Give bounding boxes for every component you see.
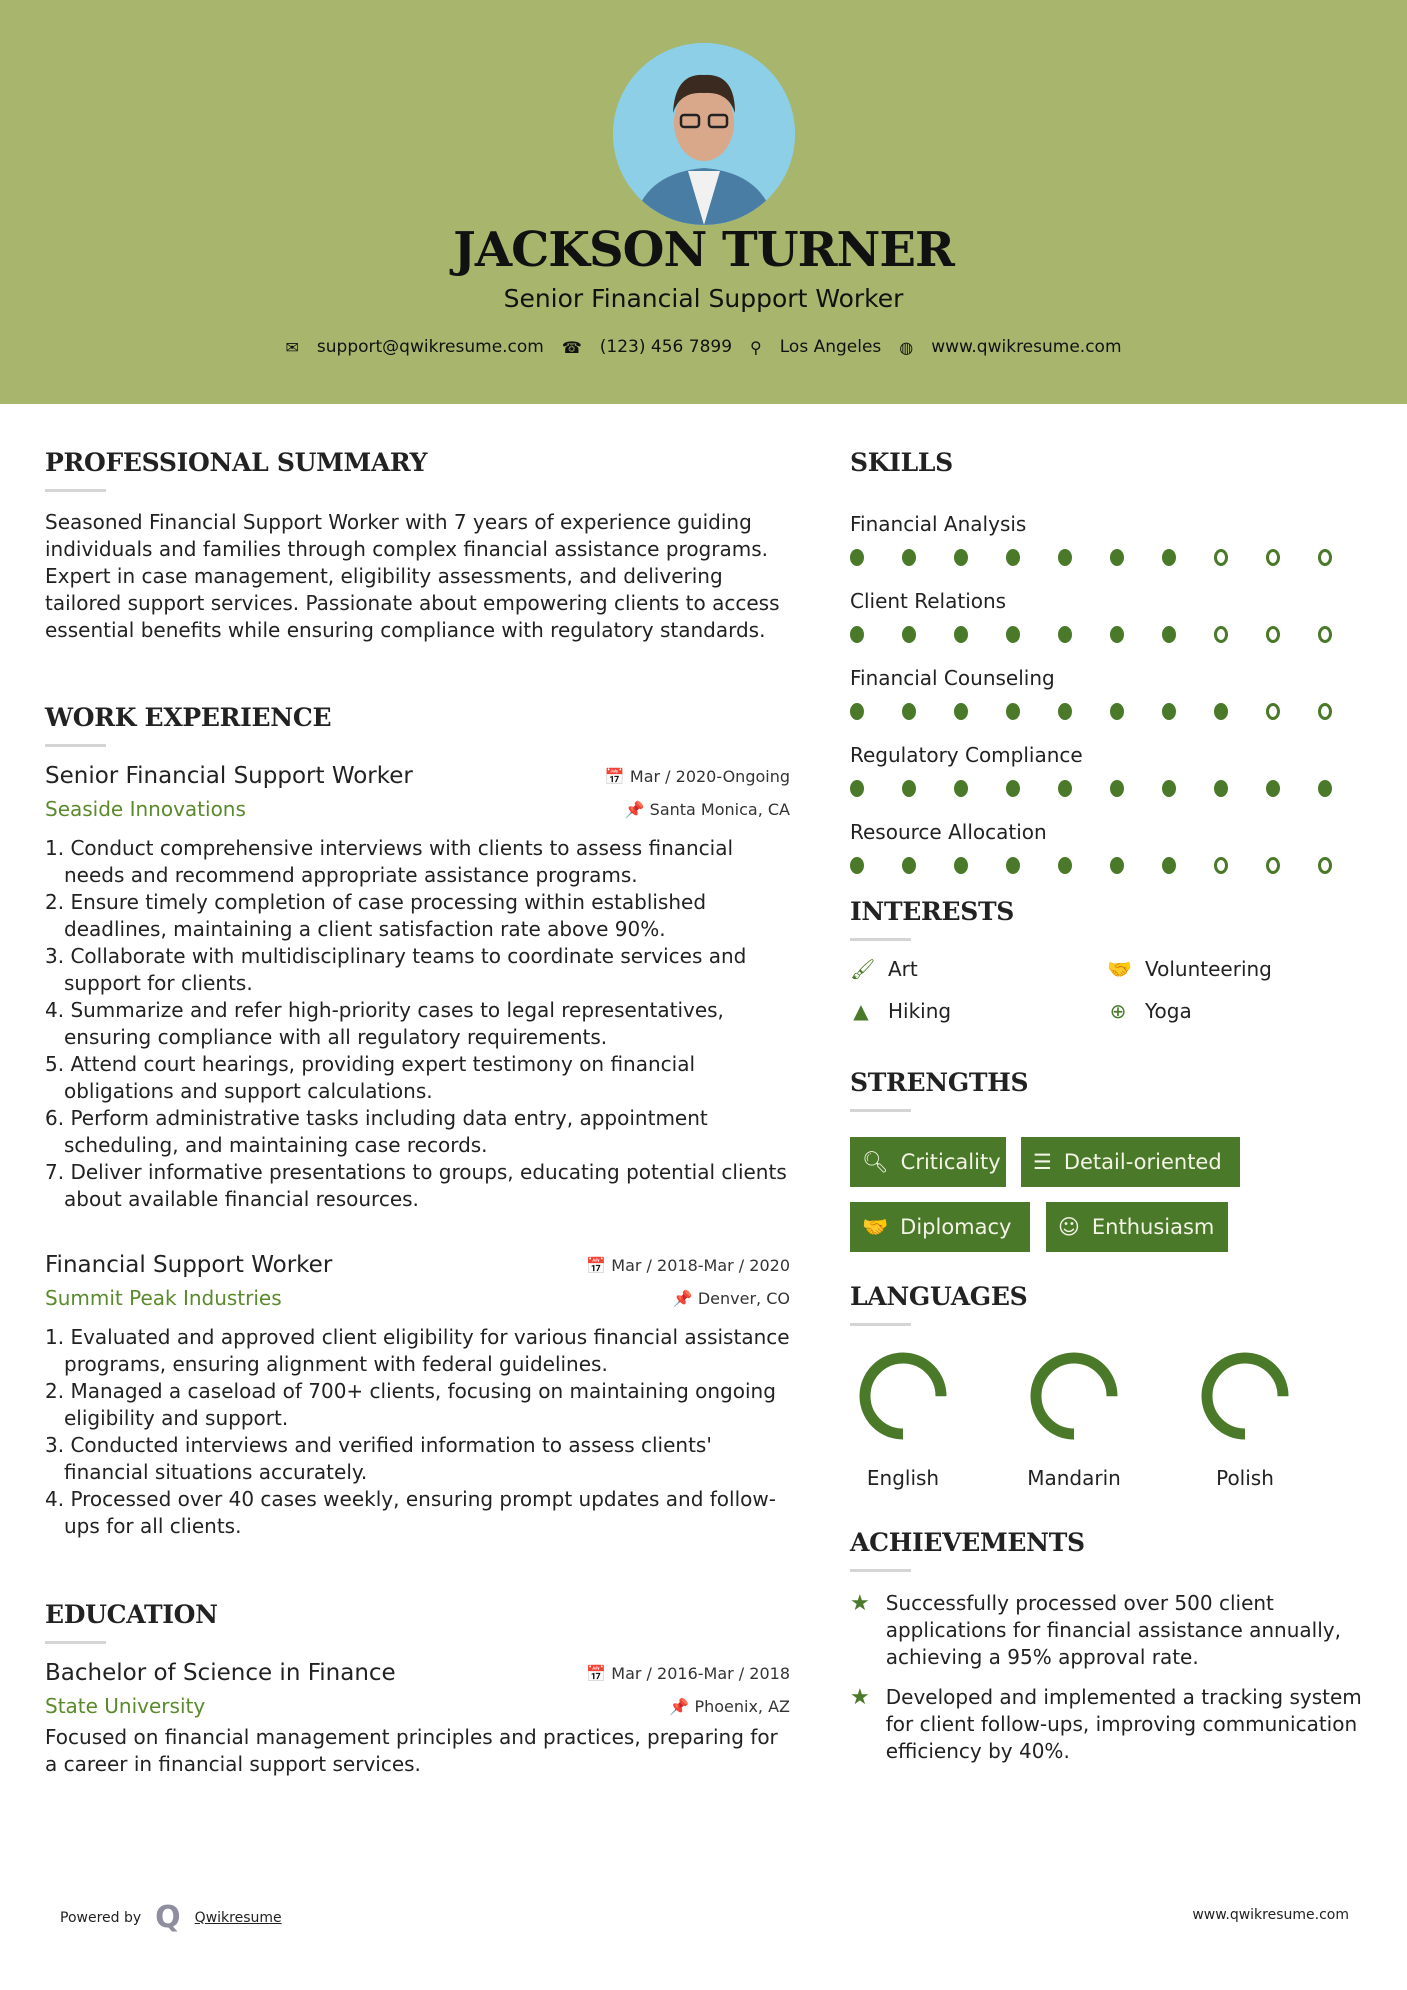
achievement-item <box>850 1684 1370 1765</box>
filled-dot <box>1110 549 1124 566</box>
interest-label: Art <box>888 957 918 981</box>
filled-dot <box>1110 626 1124 643</box>
filled-dot <box>1058 857 1072 874</box>
skill-rating <box>850 857 1370 875</box>
skill-item <box>850 666 1370 721</box>
interest-yoga <box>1107 999 1364 1023</box>
filled-dot <box>1006 857 1020 874</box>
skill-name: Financial Analysis <box>850 512 1027 536</box>
filled-dot <box>850 857 864 874</box>
job-duties <box>45 1324 790 1540</box>
footer-url[interactable]: www.qwikresume.com <box>1192 1907 1349 1923</box>
search-icon: 🔍︎ <box>862 1149 889 1174</box>
smile-icon: ☺ <box>1058 1215 1080 1239</box>
skill-rating <box>850 626 1370 644</box>
filled-dot <box>850 549 864 566</box>
skill-name: Financial Counseling <box>850 666 1055 690</box>
strength-label: Enthusiasm <box>1091 1215 1215 1239</box>
qwikresume-logo-icon: Q <box>155 1900 181 1935</box>
language-level-arc <box>865 1358 941 1434</box>
skill-item <box>850 589 1370 644</box>
job-title: Senior Financial Support Worker <box>503 284 904 313</box>
summary-section <box>45 448 790 644</box>
list-item: 7. Deliver informative presentations to groups, educating potential clients about available financial resources. <box>45 1160 787 1211</box>
education-section <box>45 1600 790 1778</box>
filled-dot <box>1110 703 1124 720</box>
list-item: 1. Conduct comprehensive interviews with clients to assess financial needs and recommend appropriate assistance programs. <box>45 836 734 887</box>
job-entry <box>45 763 790 1213</box>
list-item: 3. Collaborate with multidisciplinary teams to coordinate services and support for clients. <box>45 944 747 995</box>
job-title: Senior Financial Support Worker <box>45 763 413 789</box>
filled-dot <box>1058 780 1072 797</box>
filled-dot <box>954 549 968 566</box>
skill-rating <box>850 549 1370 567</box>
strength-label: Diplomacy <box>900 1215 1012 1239</box>
interest-label: Volunteering <box>1145 957 1272 981</box>
summary-text: Seasoned Financial Support Worker with 7 years of experience guiding individuals and families through complex financial assistance programs. Expert in case management, eligibility assessments, and delivering tailored support services. Passionate about empowering clients to access essential benefits while ensuring compliance with regulatory standards. <box>45 510 780 642</box>
contact-phone: (123) 456 7899 <box>599 337 733 357</box>
empty-dot <box>1266 703 1280 720</box>
divider <box>850 938 911 941</box>
edu-description: Focused on financial management principles and practices, preparing for a career in financial support services. <box>45 1725 778 1776</box>
filled-dot <box>850 703 864 720</box>
phone-icon: ☎ <box>561 337 582 357</box>
empty-dot <box>1318 857 1332 874</box>
skill-item <box>850 743 1370 798</box>
filled-dot <box>1214 703 1228 720</box>
filled-dot <box>902 703 916 720</box>
star-icon: ★ <box>850 1591 870 1616</box>
list-item: 2. Managed a caseload of 700+ clients, focusing on maintaining ongoing eligibility and support. <box>45 1379 776 1430</box>
language-label: English <box>866 1466 940 1490</box>
empty-dot <box>1214 857 1228 874</box>
contact-email[interactable]: support@qwikresume.com <box>316 337 544 357</box>
company-name: Seaside Innovations <box>45 797 246 821</box>
candidate-name: JACKSON TURNER <box>453 222 954 278</box>
pin-icon: 📌 <box>672 1288 698 1308</box>
contact-info <box>0 337 1407 357</box>
achievement-text: Developed and implemented a tracking system for client follow-ups, improving communication efficiency by 40%. <box>885 1685 1362 1763</box>
list-item: 4. Processed over 40 cases weekly, ensuring prompt updates and follow-ups for all clients. <box>45 1487 776 1538</box>
list-item: 2. Ensure timely completion of case processing within established deadlines, maintaining a client satisfaction rate above 90%. <box>45 890 707 941</box>
brand-link[interactable]: Qwikresume <box>194 1909 282 1926</box>
contact-location: Los Angeles <box>779 337 882 357</box>
filled-dot <box>1162 780 1176 797</box>
language-level-arc <box>1036 1358 1112 1434</box>
strength-label: Detail-oriented <box>1063 1150 1222 1174</box>
company-name: Summit Peak Industries <box>45 1286 282 1310</box>
list-item: 5. Attend court hearings, providing expert testimony on financial obligations and support calculations. <box>45 1052 696 1103</box>
divider <box>850 1569 911 1572</box>
filled-dot <box>1006 626 1020 643</box>
pin-icon: 📌 <box>624 799 650 819</box>
filled-dot <box>1162 549 1176 566</box>
filled-dot <box>954 703 968 720</box>
filled-dot <box>1266 780 1280 797</box>
filled-dot <box>1006 780 1020 797</box>
strength-label: Criticality <box>900 1150 1001 1174</box>
empty-dot <box>1266 626 1280 643</box>
empty-dot <box>1318 626 1332 643</box>
envelope-icon: ✉ <box>285 337 299 357</box>
interest-label: Hiking <box>888 999 952 1023</box>
filled-dot <box>902 780 916 797</box>
filled-dot <box>1058 626 1072 643</box>
edu-date: Mar / 2016-Mar / 2018 <box>611 1663 790 1683</box>
section-heading: EDUCATION <box>45 1600 218 1629</box>
divider <box>850 1109 911 1112</box>
job-date: Mar / 2018-Mar / 2020 <box>611 1255 790 1275</box>
filled-dot <box>1006 703 1020 720</box>
strengths-section <box>850 1068 1370 1268</box>
empty-dot <box>1266 549 1280 566</box>
languages-section <box>850 1282 1370 1502</box>
interest-hiking <box>850 999 1107 1023</box>
experience-section <box>45 703 790 747</box>
empty-dot <box>1266 857 1280 874</box>
filled-dot <box>1214 780 1228 797</box>
list-item: 4. Summarize and refer high-priority cases to legal representatives, ensuring compliance with all regulatory requirements. <box>45 998 724 1049</box>
skill-name: Resource Allocation <box>850 820 1047 844</box>
filled-dot <box>1162 626 1176 643</box>
strength-tag <box>850 1202 1030 1252</box>
filled-dot <box>954 857 968 874</box>
filled-dot <box>850 780 864 797</box>
skill-name: Client Relations <box>850 589 1007 613</box>
filled-dot <box>902 857 916 874</box>
strength-tag <box>1021 1137 1240 1187</box>
empty-dot <box>1214 626 1228 643</box>
divider <box>45 1641 106 1644</box>
degree: Bachelor of Science in Finance <box>45 1660 396 1686</box>
filled-dot <box>1162 703 1176 720</box>
strength-tag <box>1046 1202 1228 1252</box>
lifebuoy-icon: ⊕ <box>1109 999 1127 1023</box>
section-heading: INTERESTS <box>850 897 1015 926</box>
interest-art <box>850 957 1107 981</box>
star-icon: ★ <box>850 1685 870 1710</box>
filled-dot <box>1110 780 1124 797</box>
skill-item <box>850 820 1370 875</box>
edu-location: Phoenix, AZ <box>694 1696 790 1716</box>
contact-website[interactable]: www.qwikresume.com <box>931 337 1122 357</box>
skill-name: Regulatory Compliance <box>850 743 1083 767</box>
language-label: Polish <box>1216 1466 1274 1490</box>
skill-rating <box>850 703 1370 721</box>
tree-icon: ▲ <box>853 999 869 1023</box>
achievement-item <box>850 1590 1370 1671</box>
filled-dot <box>1058 549 1072 566</box>
pin-icon: 📌 <box>669 1696 695 1716</box>
language-ring <box>1195 1346 1295 1446</box>
calendar-icon: 📅 <box>604 766 630 786</box>
filled-dot <box>1006 549 1020 566</box>
skill-item <box>850 512 1370 567</box>
empty-dot <box>1318 549 1332 566</box>
list-item: 1. Evaluated and approved client eligibility for various financial assistance programs, ensuring alignment with federal guidelines. <box>45 1325 790 1376</box>
divider <box>850 1323 911 1326</box>
empty-dot <box>1214 549 1228 566</box>
filled-dot <box>1058 703 1072 720</box>
handshake-icon: 🤝 <box>1107 957 1132 981</box>
handshake-icon: 🤝 <box>862 1214 889 1239</box>
profile-photo <box>613 43 795 225</box>
filled-dot <box>954 780 968 797</box>
globe-icon: ◍ <box>899 337 914 357</box>
list-item: 6. Perform administrative tasks including data entry, appointment scheduling, and maintaining case records. <box>45 1106 708 1157</box>
filled-dot <box>1318 780 1332 797</box>
footer-branding <box>60 1900 282 1935</box>
interest-volunteering <box>1107 957 1364 981</box>
language-label: Mandarin <box>1027 1466 1121 1490</box>
filled-dot <box>850 626 864 643</box>
job-date: Mar / 2020-Ongoing <box>629 766 790 786</box>
skill-rating <box>850 780 1370 798</box>
filled-dot <box>902 549 916 566</box>
empty-dot <box>1318 703 1332 720</box>
filled-dot <box>954 626 968 643</box>
list-icon: ☰ <box>1033 1150 1052 1174</box>
language-ring <box>1024 1346 1124 1446</box>
achievements-section <box>850 1528 1370 1765</box>
section-heading: LANGUAGES <box>850 1282 1028 1311</box>
powered-by-text: Powered by <box>60 1909 142 1926</box>
filled-dot <box>1162 857 1176 874</box>
job-entry <box>45 1252 790 1540</box>
section-heading: PROFESSIONAL SUMMARY <box>45 448 428 477</box>
section-heading: WORK EXPERIENCE <box>45 703 332 732</box>
language-level-arc <box>1207 1358 1283 1434</box>
calendar-icon: 📅 <box>586 1255 612 1275</box>
paintbrush-icon: 🖌 <box>850 957 876 981</box>
section-heading: SKILLS <box>850 448 953 477</box>
section-heading: ACHIEVEMENTS <box>850 1528 1085 1557</box>
filled-dot <box>1110 857 1124 874</box>
list-item: 3. Conducted interviews and verified information to assess clients' financial situations accurately. <box>45 1433 712 1484</box>
school-name: State University <box>45 1694 206 1718</box>
strength-tag <box>850 1137 1006 1187</box>
language-ring <box>853 1346 953 1446</box>
job-location: Santa Monica, CA <box>649 799 790 819</box>
job-duties <box>45 835 790 1213</box>
job-title: Financial Support Worker <box>45 1252 333 1278</box>
calendar-icon: 📅 <box>586 1663 612 1683</box>
divider <box>45 489 106 492</box>
map-marker-icon: ⚲ <box>750 337 762 357</box>
filled-dot <box>902 626 916 643</box>
divider <box>45 744 106 747</box>
job-location: Denver, CO <box>697 1288 790 1308</box>
skills-section <box>850 448 1370 875</box>
interest-label: Yoga <box>1145 999 1192 1023</box>
achievement-text: Successfully processed over 500 client applications for financial assistance annually, achieving a 95% approval rate. <box>885 1591 1341 1669</box>
interests-section <box>850 897 1370 1023</box>
section-heading: STRENGTHS <box>850 1068 1029 1097</box>
